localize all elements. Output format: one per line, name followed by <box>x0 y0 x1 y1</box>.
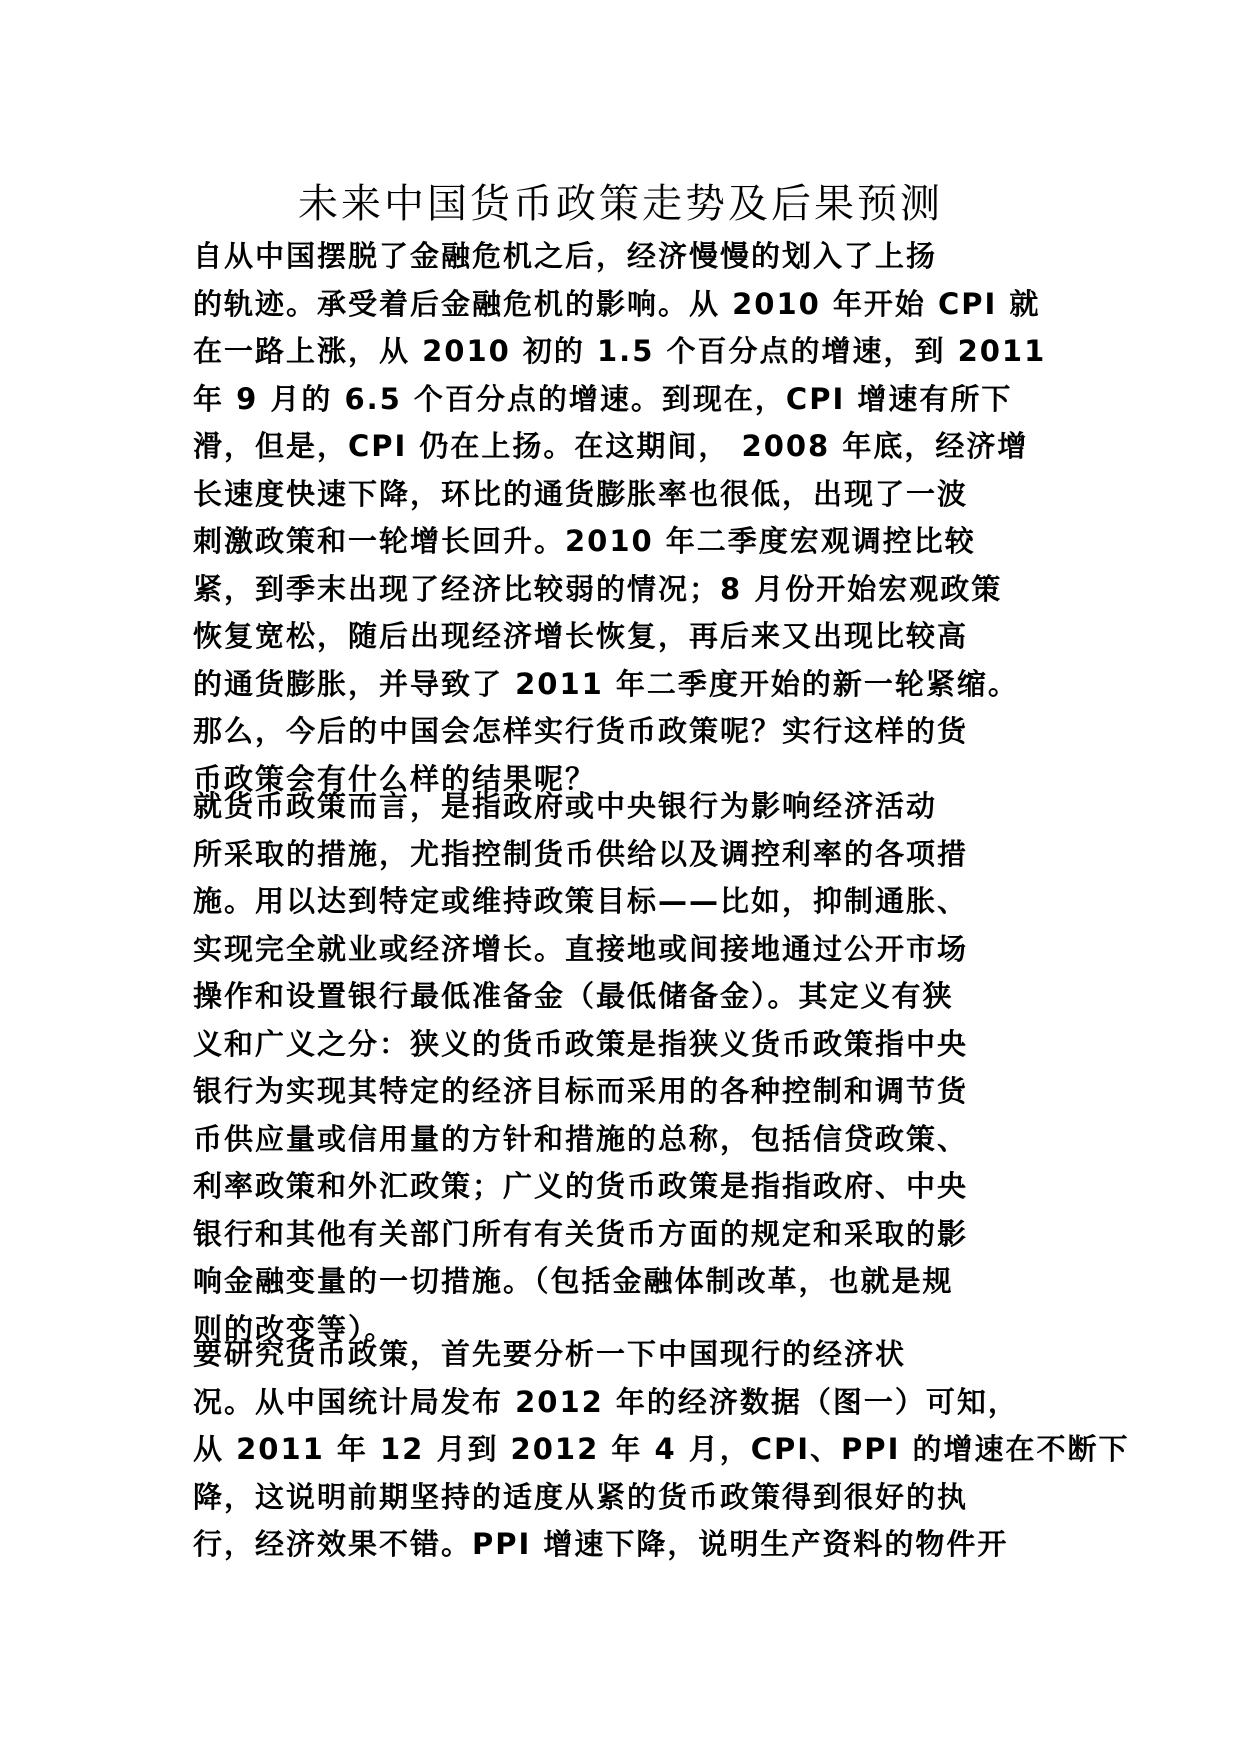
text-line: 长速度快速下降，环比的通货膨胀率也很低，出现了一波 <box>193 476 969 511</box>
text-line: 从 2011 年 12 月到 2012 年 4 月，CPI、PPI 的增速在不断下 <box>193 1432 1130 1466</box>
text-line: 的轨迹。承受着后金融危机的影响。从 2010 年开始 CPI 就 <box>193 286 1041 321</box>
text-line: 况。从中国统计局发布 2012 年的经济数据（图一）可知， <box>193 1384 1019 1419</box>
text-line: 行，经济效果不错。PPI 增速下降，说明生产资料的物件开 <box>193 1527 1009 1561</box>
text-line: 银行和其他有关部门所有有关货币方面的规定和采取的影 <box>193 1216 969 1251</box>
text-line: 刺激政策和一轮增长回升。2010 年二季度宏观调控比较 <box>193 524 976 558</box>
text-line: 币供应量或信用量的方针和措施的总称，包括信贷政策、 <box>193 1121 969 1156</box>
text-line: 实现完全就业或经济增长。直接地或间接地通过公开市场 <box>193 931 969 966</box>
paragraph-intro <box>193 233 1063 803</box>
paragraph-definition <box>193 783 1063 1353</box>
document-title: 未来中国货币政策走势及后果预测 <box>298 181 943 227</box>
text-line: 操作和设置银行最低准备金（最低储备金）。其定义有狭 <box>193 979 954 1013</box>
text-line: 就货币政策而言，是指政府或中央银行为影响经济活动 <box>193 789 938 823</box>
text-line: 恢复宽松，随后出现经济增长恢复，再后来又出现比较高 <box>193 619 969 653</box>
text-line: 施。用以达到特定或维持政策目标——比如，抑制通胀、 <box>193 884 969 918</box>
text-line: 银行为实现其特定的经济目标而采用的各种控制和调节货 <box>193 1074 969 1108</box>
text-line: 在一路上涨，从 2010 初的 1.5 个百分点的增速，到 2011 <box>193 334 1047 368</box>
text-line: 年 9 月的 6.5 个百分点的增速。到现在，CPI 增速有所下 <box>193 381 1013 416</box>
text-line: 币政策会有什么样的结果呢？ <box>193 761 597 796</box>
text-line: 利率政策和外汇政策；广义的货币政策是指指政府、中央 <box>193 1169 969 1203</box>
text-line: 义和广义之分：狭义的货币政策是指狭义货币政策指中央 <box>193 1026 969 1061</box>
text-line: 的通货膨胀，并导致了 2011 年二季度开始的新一轮紧缩。 <box>193 666 1019 701</box>
paragraph-analysis <box>193 1331 1130 1569</box>
text-line: 滑，但是，CPI 仍在上扬。在这期间， 2008 年底，经济增 <box>193 429 1029 463</box>
text-line: 要研究货币政策，首先要分析一下中国现行的经济状 <box>193 1337 907 1371</box>
text-line: 自从中国摆脱了金融危机之后，经济慢慢的划入了上扬 <box>193 239 938 273</box>
text-line: 紧，到季末出现了经济比较弱的情况；8 月份开始宏观政策 <box>193 571 1003 606</box>
text-line: 降，这说明前期坚持的适度从紧的货币政策得到很好的执 <box>193 1479 969 1514</box>
text-line: 所采取的措施，尤指控制货币供给以及调控利率的各项措 <box>193 836 969 871</box>
text-line: 则的改变等）。 <box>193 1311 396 1346</box>
text-line: 响金融变量的一切措施。（包括金融体制改革，也就是规 <box>193 1264 954 1298</box>
text-line: 那么，今后的中国会怎样实行货币政策呢？实行这样的货 <box>193 714 969 748</box>
